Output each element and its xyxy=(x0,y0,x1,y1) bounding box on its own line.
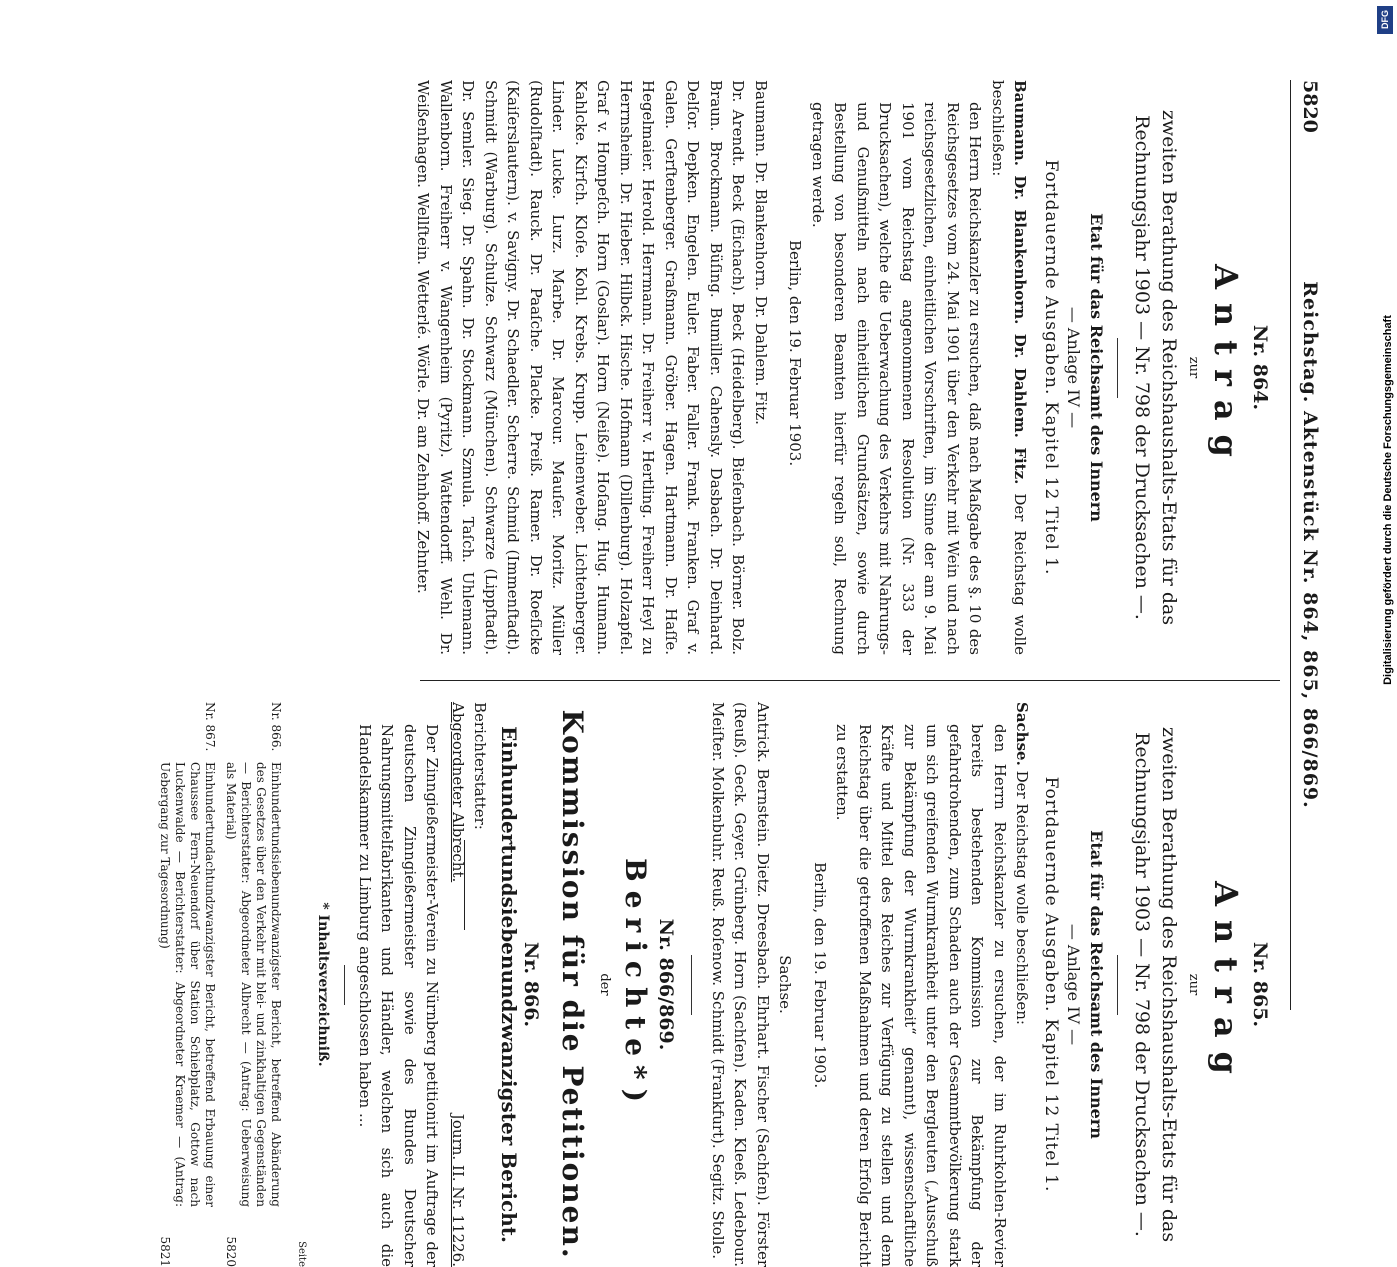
contents-seite-label: Seite xyxy=(296,1241,307,1267)
rapporteur-row-2 xyxy=(448,702,470,1267)
running-title: Reichstag. Aktenstück Nr. 864, 865, 866/869. xyxy=(1299,281,1321,809)
etat-heading: Etat für das Reichsamt des Innern xyxy=(1087,213,1106,522)
anlage-line: — Anlage IV — xyxy=(1064,306,1084,429)
contents-item-text: Einhundertundachtundzwanzigster Bericht, betreffend Erbauung einer Chaussee Fern-Neuendorf über Station Schiebplatz, Gottow nach Luckenwalde — Berichterstatter: Abgeordneter Kraemer — (Antrag: Uebergang zur Tagesordnung) xyxy=(158,762,218,1207)
contents-item xyxy=(158,702,218,1267)
rapporteur-label: Berichterstatter: xyxy=(471,702,490,830)
motion-number: Nr. 864. xyxy=(1249,324,1271,411)
dfg-logo: DFG xyxy=(1377,6,1393,34)
motion-movers: Baumann. Dr. Blankenhorn. Dr. Dahlem. Fitz. xyxy=(1011,80,1030,485)
short-rule-3 xyxy=(692,955,693,1015)
reports-heading: Berichte*) xyxy=(619,858,652,1111)
motion-title-2: zweiten Berathung des Reichshaushalts-Etats für das Rechnungsjahr 1903 — Nr. 798 der Drucksachen —. xyxy=(1131,726,1180,1243)
contents-item-page: 5821 xyxy=(158,1236,173,1267)
short-rule-2 xyxy=(1117,955,1118,1015)
motion-resolve-2: Der Reichstag wolle beschließen: xyxy=(1013,770,1032,1025)
motion-date-2: Berlin, den 19. Februar 1903. xyxy=(811,862,829,1089)
motion-heading: Antrag xyxy=(1207,264,1246,471)
motion-title: zweiten Berathung des Reichshaushalts-Etats für das Rechnungsjahr 1903 — Nr. 798 der Drucksachen —. xyxy=(1131,109,1180,626)
document-page xyxy=(25,80,1325,1267)
funding-credit: Digitalisierung gefördert durch die Deutsche Forschungsgemeinschaft xyxy=(1382,315,1394,685)
page-header xyxy=(1291,80,1325,1010)
rapporteur-row xyxy=(470,702,492,1267)
commission-heading: Kommission für die Petitionen. xyxy=(556,709,590,1260)
fortdauernde-line: Fortdauernde Ausgaben. Kapitel 12 Titel 1. xyxy=(1041,159,1061,576)
column-divider xyxy=(420,680,1280,681)
contents-item-text: Einhundertundsiebenundzwanzigster Bericht, betreffend Abänderung des Gesetzes über den Verkehr mit blei- und zinkhaltigen Gegenständen — Berichterstatter: Abgeordneter Albrecht — (Antrag: Ueberweisung als Material) xyxy=(224,762,284,1207)
reports-number: Nr. 866/869. xyxy=(655,918,678,1051)
signers-list-2: Antrick. Bernstein. Dietz. Dreesbach. Ehrhart. Fischer (Sachſen). Förster (Reuß). Geck. Geyer. Grünberg. Horn (Sachſen). Kaden. Kleeß. Ledebour. Meiſter. Molkenbuhr. Reuß. Roſenow. Schmidt (Frankfurt). Segitz. Stolle. xyxy=(709,702,772,1267)
motion-lead xyxy=(987,80,1032,655)
journal-number: Journ. II. Nr. 11226. xyxy=(449,1113,468,1267)
motion-body-2: den Herrn Reichskanzler zu ersuchen, der im Ruhrkohlen-Revier bereits bestehenden Kommission zur Bekämpfung der gefahrdrohenden, zum Schaden auch der Gesammtbevölkerung stark um sich greifenden Wurmkrankheit unter den Bergleuten („Ausschuß zur Bekämpfung der Wurmkrankheit“ genannt), wissenschaftliche Kräfte und Mittel des Reiches zur Verfügung zu stellen und dem Reichstag über die getroffenen Maßnahmen und deren Erfolg Bericht zu erstatten. xyxy=(833,724,1009,1267)
motion-zur-2: zur xyxy=(1186,973,1202,996)
right-column xyxy=(158,702,1282,1267)
signers-lead: Baumann. Dr. Blankenhorn. Dr. Dahlem. Fitz. xyxy=(752,80,770,425)
motion-resolve: Der Reichstag wolle beschließen: xyxy=(989,80,1030,655)
motion-date: Berlin, den 19. Februar 1903. xyxy=(786,240,805,467)
contents-list xyxy=(158,702,284,1267)
fortdauernde-line-2: Fortdauernde Ausgaben. Kapitel 12 Titel 1. xyxy=(1041,776,1061,1193)
motion-zur: zur xyxy=(1186,356,1202,379)
page-number: 5820 xyxy=(1299,80,1321,133)
header-rule xyxy=(1290,80,1291,1010)
motion-body: den Herrn Reichskanzler zu ersuchen, daß nach Maßgabe des §. 10 des Reichsgesetzes vom 24. Mai 1901 über den Verkehr mit Wein und nach reichsgesetzlichen, einheitlichen Vorschriften, im Sinne der am 9. Mai 1901 vom Reichstag angenommenen Resolution (Nr. 333 der Drucksachen), welche die Ueberwachung des Verkehrs mit Nahrungs- und Genußmitteln nach einheitlichen Grundsätzen, sowie durch Bestellung von besonderen Beamten hierfür regeln soll, Rechnung getragen werde. xyxy=(809,102,985,655)
report-title: Einhundertundsiebenundzwanzigster Bericht. xyxy=(497,726,521,1243)
left-column xyxy=(412,80,1281,655)
short-rule-4 xyxy=(345,965,346,1005)
reports-der: der xyxy=(597,973,612,996)
short-rule xyxy=(1117,338,1118,398)
contents-item-page: 5820 xyxy=(224,1236,239,1267)
motion-number-2: Nr. 865. xyxy=(1249,941,1271,1028)
credit-strip xyxy=(1372,0,1397,1000)
contents-title: * Inhaltsverzeichniß. xyxy=(315,902,332,1067)
motion-movers-2: Sachse. xyxy=(1013,702,1032,766)
motion-heading-2: Antrag xyxy=(1207,881,1246,1088)
contents-item-number: Nr. 866. xyxy=(269,702,284,752)
anlage-line-2: — Anlage IV — xyxy=(1064,923,1084,1046)
report-text: Der Zinngießermeister-Verein zu Nürnberg petitionirt im Auftrage der deutschen Zinngießermeister sowie des Bundes Deutscher Nahrungsmittelfabrikanten und Händler, welchen sich auch die Handelskammer zu Limburg angeschlossen haben ... xyxy=(356,724,442,1267)
rapporteur-name: Abgeordneter Albrecht. xyxy=(449,702,468,883)
motion-lead-2 xyxy=(1011,702,1034,1267)
signers-lead-2: Sachse. xyxy=(776,955,795,1014)
etat-heading-2: Etat für das Reichsamt des Innern xyxy=(1087,830,1106,1139)
contents-item xyxy=(224,702,284,1267)
signers-list: Dr. Arendt. Beck (Eichach). Beck (Heidelberg). Bieſenbach. Börner. Bolz. Braun. Brockmann. Büſing. Bumiller. Cahensly. Dasbach. Dr. Deinhard. Delſor. Depken. Engelen. Euler. Faber. Faller. Frank. Franken. Graf v. Galen. Gerſtenberger. Graßmann. Gröber. Hagen. Hartmann. Dr. Haſſe. Hegelmaier. Herold. Herrmann. Dr. Freiherr v. Hertling. Freiherr Heyl zu Herrnsheim. Dr. Hieber. Hilbck. Hische. Hofmann (Dillenburg). Holzapfel. Graf v. Hompeſch. Horn (Goslar). Horn (Neiße). Hoſang. Hug. Humann. Kahlcke. Kirſch. Kloſe. Kohl. Krebs. Krupp. Leinenweber. Lichtenberger. Linder. Lucke. Lurz. Marbe. Dr. Marcour. Mauſer. Moritz. Müller (Rudolſtadt). Rauck. Dr. Paaſche. Placke. Preiß. Ramer. Dr. Roeſicke (Kaiſerslautern). v. Savigny. Dr. Schaedler. Scherre. Schmid (Immenſtadt). Schmidt (Warburg). Schulze. Schwarz (München). Schwarze (Lippſtadt). Dr. Semler. Sieg. Dr. Spahn. Dr. Stockmann. Szmula. Taſch. Uhlemann. Wallenborn. Freiherr v. Wangenheim (Pyritz). Wattendorff. Wehl. Dr. Weißenhagen. Wellſtein. Wetterlé. Wörle. Dr. am Zehnhoff. Zehnter. xyxy=(414,80,748,655)
contents-item-number: Nr. 867. xyxy=(203,702,218,752)
report-number: Nr. 866. xyxy=(520,941,543,1028)
